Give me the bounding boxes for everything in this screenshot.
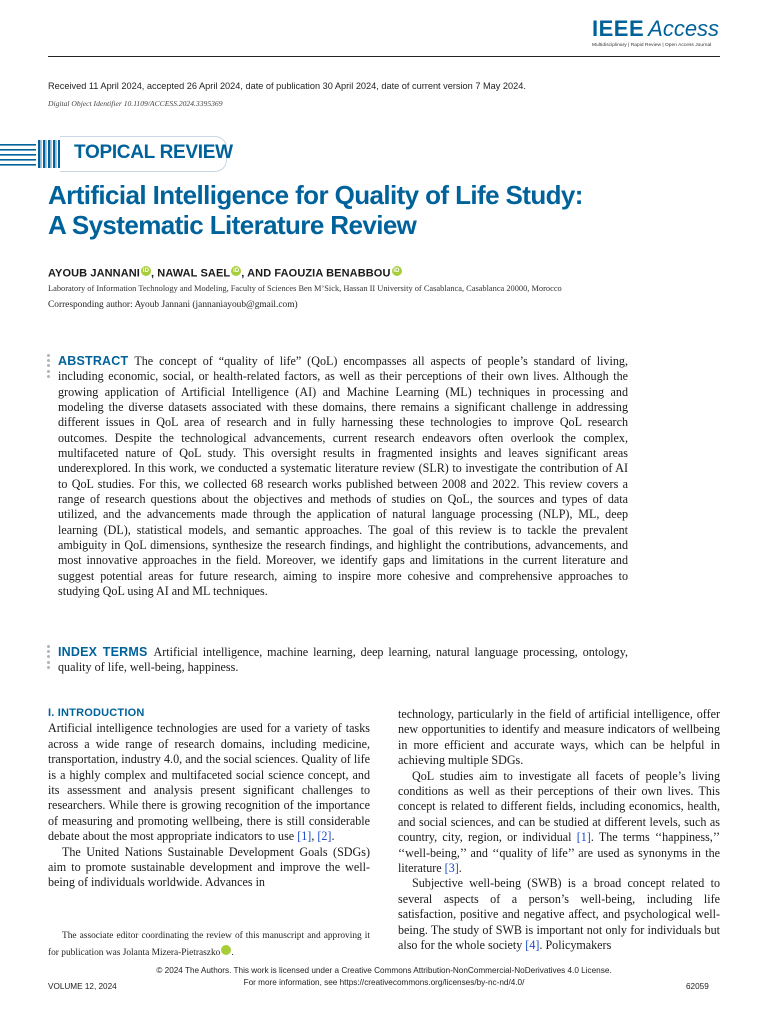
paragraph: technology, particularly in the field of artificial intelligence, offer new opportunities to identify and measure indicators of wellbeing in more efficient and accurate ways, which can be helpful in achieving multiple SDGs. (398, 707, 720, 768)
editor-footnote (48, 928, 370, 962)
paper-title (48, 180, 728, 240)
citation-link[interactable]: [3] (444, 861, 459, 876)
logo-access: Access (648, 16, 720, 41)
citation-link[interactable]: [4] (525, 938, 540, 953)
topical-review-banner (0, 136, 233, 172)
paragraph-text: Artificial intelligence technologies are used for a variety of tasks across a wide range of research domains, including medicine, transportation, industry 4.0, and the social sciences. Quality of life is a highly complex and multifaceted social science concept, and its assessment and analysis present significant challenges to researchers. While there is growing recognition of the importance of measuring and promoting wellbeing, there is still considerable debate about the most appropriate indicators to use (48, 721, 370, 844)
orcid-icon[interactable]: iD (142, 268, 150, 274)
received-dates: Received 11 April 2024, accepted 26 April 2024, date of publication 30 April 2024, date of current version 7 May 2024. (48, 81, 526, 91)
title-line-1: Artificial Intelligence for Quality of Life Study: (48, 180, 583, 210)
logo-tagline: Multidisciplinary | Rapid Review | Open Access Journal (592, 43, 712, 48)
editor-note-end: . (231, 948, 234, 959)
doi-line: Digital Object Identifier 10.1109/ACCESS.2024.3395369 (48, 99, 223, 108)
orcid-icon[interactable]: iD (233, 268, 240, 274)
paragraph (398, 769, 720, 877)
logo-wordmark (592, 18, 722, 40)
orcid-icon[interactable]: iD (393, 268, 400, 274)
header-rule (48, 56, 720, 57)
right-column (398, 707, 720, 954)
paragraph (48, 721, 370, 844)
author-name: FAOUZIA BENABBOU (274, 267, 391, 280)
paragraph-text: , (311, 829, 318, 844)
paragraph (398, 876, 720, 953)
author-name: AYOUB JANNANI (48, 267, 140, 280)
affiliation: Laboratory of Information Technology and Modeling, Faculty of Sciences Ben M’Sick, Hassan II University of Casablanca, Casablanca 20000, Morocco (48, 284, 562, 293)
left-column (48, 706, 370, 891)
index-terms (58, 645, 628, 676)
index-terms-text: Artificial intelligence, machine learning, deep learning, natural language processing, ontology, quality of life, well-being, happiness. (58, 645, 629, 675)
section-heading: I. INTRODUCTION (48, 707, 145, 719)
abstract-dots-icon (47, 354, 53, 380)
author-separator: , (150, 267, 158, 280)
license-line-1: © 2024 The Authors. This work is licensed under a Creative Commons Attribution-NonCommercial-NoDerivatives 4.0 License. (156, 966, 612, 975)
abstract (58, 354, 628, 600)
paragraph-text: . (458, 861, 462, 876)
paragraph-text: . The terms ‘‘happiness,’’ ‘‘well-being,’’ and ‘‘quality of life’’ are used as synonyms in the literature (398, 830, 720, 876)
abstract-heading: ABSTRACT (58, 354, 129, 368)
paragraph-text: QoL studies aim to investigate all facets of people’s living conditions as well as their perceptions of their own lives. This concept is related to different fields, including economics, health, and social sciences, and can be studied at different levels, such as country, city, region, or individual (398, 768, 720, 845)
logo-ieee: IEEE (592, 16, 645, 41)
paragraph-text: Subjective well-being (SWB) is a broad concept related to several aspects of a person’s well-being, including life satisfaction, positive and negative affect, and psychological well-being. The study of SWB is important not only for individuals but also for the whole society (398, 876, 720, 953)
banner-label: TOPICAL REVIEW (74, 142, 233, 163)
banner-stripes-icon (0, 136, 64, 172)
paragraph: The United Nations Sustainable Development Goals (SDGs) aim to promote sustainable development and improve the well-being of individuals worldwide. Advances in (48, 844, 370, 890)
citation-link[interactable]: [2] (317, 829, 332, 844)
paragraph-text: . (331, 829, 335, 844)
corresponding-author: Corresponding author: Ayoub Jannani (jannaniayoub@gmail.com) (48, 300, 298, 310)
author-name: NAWAL SAEL (157, 267, 231, 280)
abstract-text: The concept of “quality of life” (QoL) encompasses all aspects of people’s standard of living, including economic, social, or health-related factors, as well as their perceptions of their own lives. Although the growing application of Artificial Intelligence (AI) and Machine Learning (ML) techniques in processing and modeling the diverse datasets associated with these domains, there remains a significant challenge in addressing different issues in QoL area of research and in fully harnessing these technologies to improve QoL research outcomes. Despite the technological advancements, current research endeavors often overlook the complex, multifaceted nature of QoL study. This oversight results in fragmented insights and leaves significant areas underexplored. In this work, we conducted a systematic literature review (SLR) to investigate the contribution of AI to QoL studies. For this, we collected 68 research works published between 2008 and 2022. This review covers a range of research questions about the objectives and methods of studies on QoL, the sources and types of data utilized, and the advancements made through the application of natural language processing (NLP), ML, deep learning (DL), statistical models, and semantic approaches. The goal of this review is to tackle the prevalent ambiguity in QoL dimensions, synthesize the research findings, and highlight the contributions, advancements, and most innovative approaches in the field. Moreover, we identify gaps and limitations in the current literature and suggest potential areas for future research, aiming to inspire more cohesive and comprehensive approaches to studying QoL using AI and ML techniques. (58, 354, 628, 599)
license-line-2[interactable]: For more information, see https://creativecommons.org/licenses/by-nc-nd/4.0/ (243, 978, 525, 987)
paragraph-text: . Policymakers (539, 938, 612, 953)
editor-note-text: The associate editor coordinating the review of this manuscript and approving it for publication was Jolanta Mizera-Pietraszko (48, 931, 370, 959)
citation-link[interactable]: [1] (297, 829, 312, 844)
orcid-icon[interactable]: iD (221, 945, 231, 955)
author-separator: , AND (241, 267, 275, 280)
author-list (48, 266, 402, 280)
page-number: 62059 (686, 982, 709, 991)
title-line-2: A Systematic Literature Review (48, 210, 417, 240)
journal-logo (592, 18, 722, 58)
citation-link[interactable]: [1] (576, 830, 591, 845)
index-terms-heading: INDEX TERMS (58, 645, 148, 659)
volume-label: VOLUME 12, 2024 (48, 982, 117, 991)
index-terms-dots-icon (47, 645, 53, 671)
